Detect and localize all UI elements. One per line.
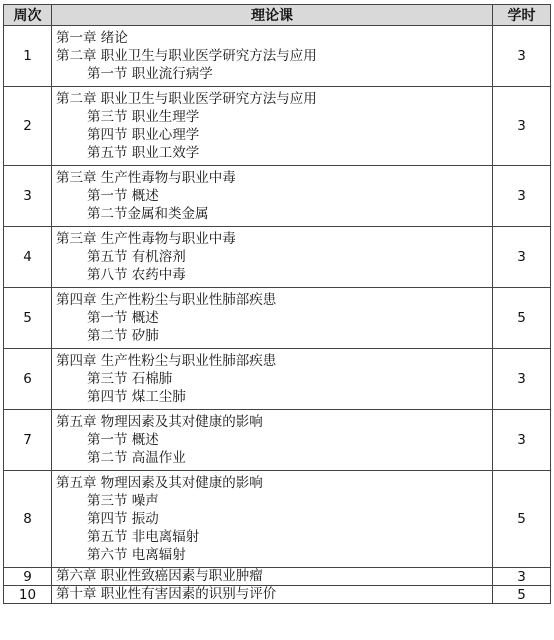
table-row xyxy=(4,227,551,288)
topic-cell xyxy=(52,87,493,166)
section-line: 第二节 高温作业 xyxy=(87,450,186,466)
chapter-line: 第二章 职业卫生与职业医学研究方法与应用 xyxy=(56,48,317,64)
week-cell: 9 xyxy=(4,568,52,586)
chapter-line: 第二章 职业卫生与职业医学研究方法与应用 xyxy=(56,91,317,107)
section-line: 第四节 振动 xyxy=(87,511,159,527)
week-cell: 2 xyxy=(4,87,52,166)
table-header xyxy=(4,5,551,26)
week-cell: 3 xyxy=(4,166,52,227)
section-line: 第三节 噪声 xyxy=(87,493,159,509)
topic-cell xyxy=(52,586,493,604)
header-row xyxy=(4,5,551,26)
week-cell: 1 xyxy=(4,26,52,87)
topic-cell xyxy=(52,227,493,288)
chapter-line: 第五章 物理因素及其对健康的影响 xyxy=(56,475,263,491)
chapter-line: 第四章 生产性粉尘与职业性肺部疾患 xyxy=(56,353,277,369)
table-body xyxy=(4,26,551,604)
chapter-line: 第三章 生产性毒物与职业中毒 xyxy=(56,231,236,247)
table-row xyxy=(4,288,551,349)
header-hours: 学时 xyxy=(493,5,551,26)
section-line: 第五节 非电离辐射 xyxy=(87,529,200,545)
section-line: 第二节 矽肺 xyxy=(87,328,159,344)
table-row xyxy=(4,26,551,87)
chapter-line: 第六章 职业性致癌因素与职业肿瘤 xyxy=(56,568,263,584)
hours-cell: 3 xyxy=(493,87,551,166)
topic-cell xyxy=(52,26,493,87)
hours-cell: 3 xyxy=(493,166,551,227)
section-line: 第二节金属和类金属 xyxy=(87,206,209,222)
header-topic: 理论课 xyxy=(52,5,493,26)
week-cell: 8 xyxy=(4,471,52,568)
section-line: 第四节 煤工尘肺 xyxy=(87,389,186,405)
week-cell: 6 xyxy=(4,349,52,410)
hours-cell: 3 xyxy=(493,568,551,586)
week-cell: 10 xyxy=(4,586,52,604)
table-row xyxy=(4,166,551,227)
table-row xyxy=(4,87,551,166)
table-row xyxy=(4,349,551,410)
section-line: 第三节 石棉肺 xyxy=(87,371,173,387)
header-week: 周次 xyxy=(4,5,52,26)
hours-cell: 3 xyxy=(493,26,551,87)
table-row xyxy=(4,568,551,586)
topic-cell xyxy=(52,166,493,227)
chapter-line: 第五章 物理因素及其对健康的影响 xyxy=(56,414,263,430)
table-row xyxy=(4,410,551,471)
section-line: 第四节 职业心理学 xyxy=(87,127,200,143)
week-cell: 4 xyxy=(4,227,52,288)
topic-cell xyxy=(52,568,493,586)
hours-cell: 5 xyxy=(493,288,551,349)
section-line: 第三节 职业生理学 xyxy=(87,109,200,125)
topic-cell xyxy=(52,288,493,349)
section-line: 第六节 电离辐射 xyxy=(87,547,186,563)
section-line: 第一节 职业流行病学 xyxy=(87,66,213,82)
chapter-line: 第三章 生产性毒物与职业中毒 xyxy=(56,170,236,186)
chapter-line: 第十章 职业性有害因素的识别与评价 xyxy=(56,586,277,602)
topic-cell xyxy=(52,349,493,410)
week-cell: 5 xyxy=(4,288,52,349)
topic-cell xyxy=(52,471,493,568)
hours-cell: 3 xyxy=(493,227,551,288)
chapter-line: 第四章 生产性粉尘与职业性肺部疾患 xyxy=(56,292,277,308)
course-schedule-table xyxy=(3,4,551,604)
section-line: 第五节 有机溶剂 xyxy=(87,249,186,265)
chapter-line: 第一章 绪论 xyxy=(56,30,128,46)
week-cell: 7 xyxy=(4,410,52,471)
section-line: 第一节 概述 xyxy=(87,432,159,448)
hours-cell: 3 xyxy=(493,349,551,410)
section-line: 第五节 职业工效学 xyxy=(87,145,200,161)
section-line: 第八节 农药中毒 xyxy=(87,267,186,283)
section-line: 第一节 概述 xyxy=(87,188,159,204)
section-line: 第一节 概述 xyxy=(87,310,159,326)
hours-cell: 5 xyxy=(493,471,551,568)
table-row xyxy=(4,586,551,604)
hours-cell: 3 xyxy=(493,410,551,471)
hours-cell: 5 xyxy=(493,586,551,604)
topic-cell xyxy=(52,410,493,471)
table-row xyxy=(4,471,551,568)
